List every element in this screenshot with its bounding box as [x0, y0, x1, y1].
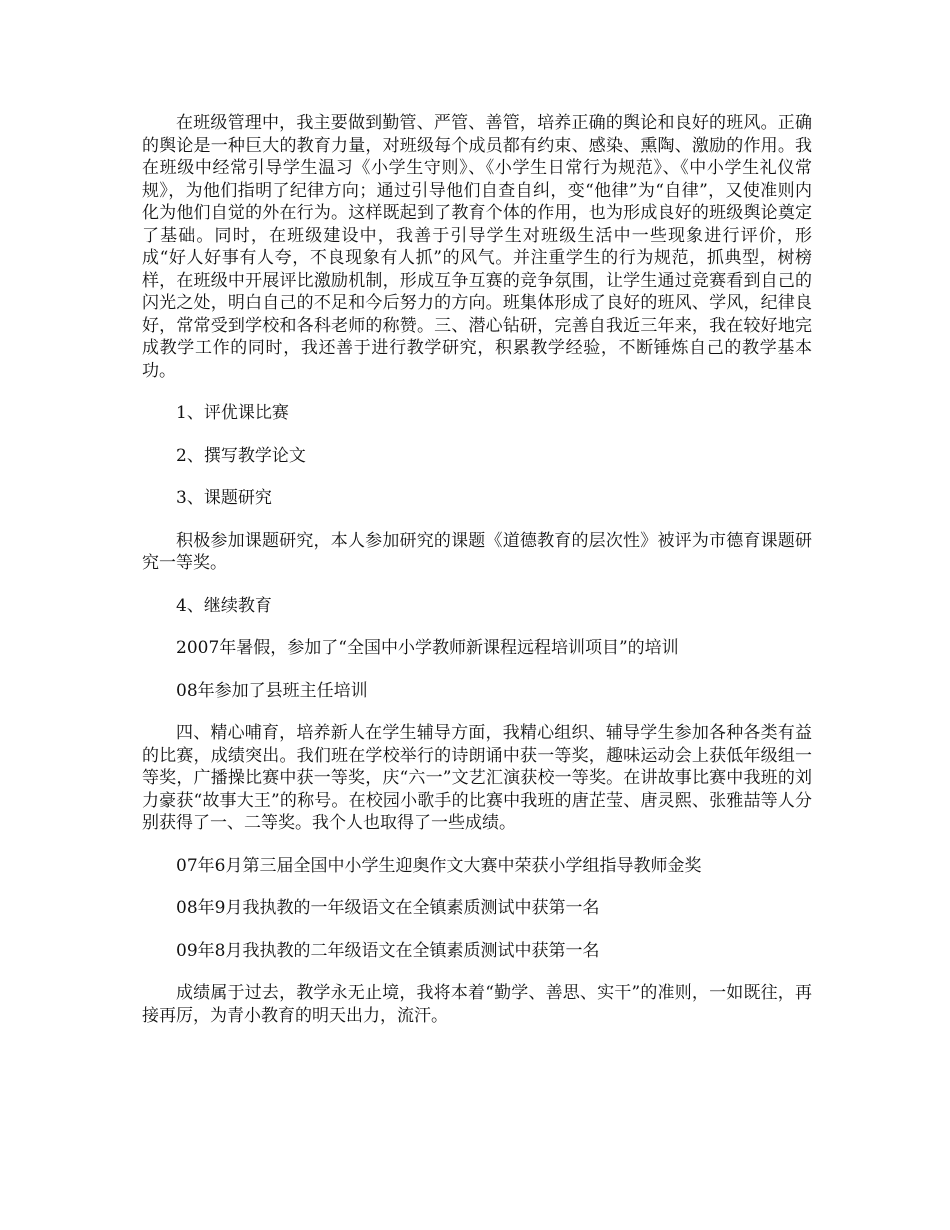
item-continuing-education: 4、继续教育	[176, 595, 272, 616]
paragraph-conclusion: 成绩属于过去，教学永无止境，我将本着“勤学、善思、实干”的准则，一如既往，再接再厉，为青小教育的明天出力，流汗。	[142, 983, 812, 1026]
item-teaching-papers: 2、撰写教学论文	[176, 445, 306, 466]
paragraph-student-guidance: 四、精心哺育，培养新人在学生辅导方面，我精心组织、辅导学生参加各种各类有益的比赛，成绩突出。我们班在学校举行的诗朗诵中获一等奖，趣味运动会上获低年级组一等奖，广播操比赛中获一等奖，庆“六一”文艺汇演获校一等奖。在讲故事比赛中我班的刘力豪获“故事大王”的称号。在校园小歌手的比赛中我班的唐芷莹、唐灵熙、张雅喆等人分别获得了一、二等奖。我个人也取得了一些成绩。	[142, 723, 812, 833]
document-body	[142, 112, 812, 1047]
award-2009-grade-two: 09年8月我执教的二年级语文在全镇素质测试中获第一名	[176, 940, 600, 961]
paragraph-2008-training: 08年参加了县班主任培训	[176, 680, 368, 701]
award-2007-essay: 07年6月第三届全国中小学生迎奥作文大赛中荣获小学组指导教师金奖	[176, 855, 702, 876]
item-research-topic: 3、课题研究	[176, 488, 272, 508]
award-2008-grade-one: 08年9月我执教的一年级语文在全镇素质测试中获第一名	[176, 898, 600, 918]
paragraph-research-award: 积极参加课题研究，本人参加研究的课题《道德教育的层次性》被评为市德育课题研究一等奖。	[142, 530, 812, 573]
item-lesson-competition: 1、评优课比赛	[176, 403, 289, 423]
paragraph-2007-training: 2007年暑假，参加了“全国中小学教师新课程远程培训项目”的培训	[176, 638, 679, 658]
paragraph-class-management: 在班级管理中，我主要做到勤管、严管、善管，培养正确的舆论和良好的班风。正确的舆论是一种巨大的教育力量，对班级每个成员都有约束、感染、熏陶、激励的作用。我在班级中经常引导学生温习《小学生守则》、《小学生日常行为规范》、《中小学生礼仪常规》，为他们指明了纪律方向；通过引导他们自查自纠，变“他律”为“自律”，又使准则内化为他们自觉的外在行为。这样既起到了教育个体的作用，也为形成良好的班级舆论奠定了基础。同时，在班级建设中，我善于引导学生对班级生活中一些现象进行评价，形成“好人好事有人夸，不良现象有人抓”的风气。并注重学生的行为规范，抓典型，树榜样，在班级中开展评比激励机制，形成互争互赛的竞争氛围，让学生通过竞赛看到自己的闪光之处，明白自己的不足和今后努力的方向。班集体形成了良好的班风、学风，纪律良好，常常受到学校和各科老师的称赞。三、潜心钻研，完善自我近三年来，我在较好地完成教学工作的同时，我还善于进行教学研究，积累教学经验，不断锤炼自己的教学基本功。	[142, 113, 812, 381]
